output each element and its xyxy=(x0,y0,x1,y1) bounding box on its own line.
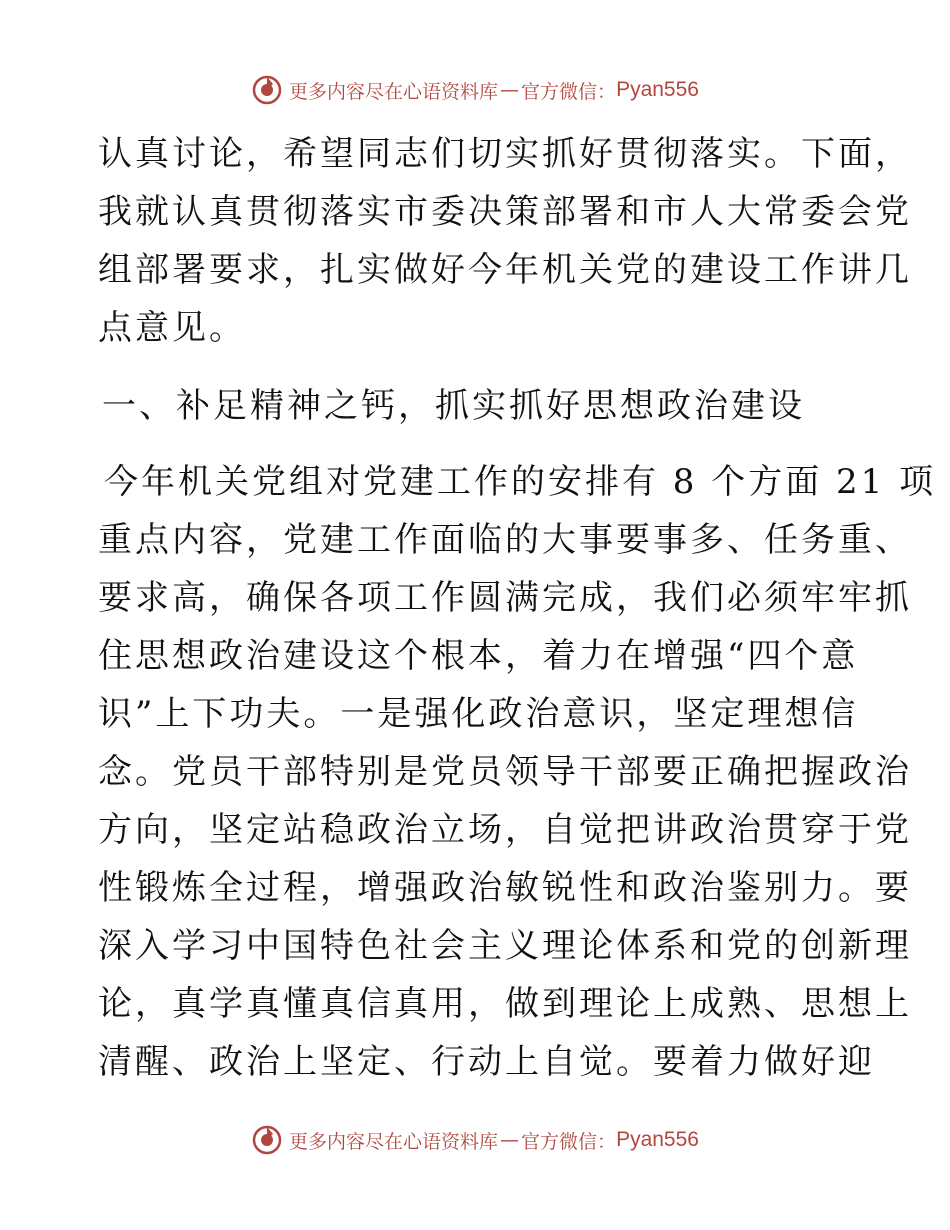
text-line: 性锻炼全过程，增强政治敏锐性和政治鉴别力。要 xyxy=(98,868,912,908)
text-line: 重点内容，党建工作面临的大事要事多、任务重、 xyxy=(98,520,912,560)
text-line: 识”上下功夫。一是强化政治意识，坚定理想信 xyxy=(98,694,859,734)
watermark-text: 更多内容尽在心语资料库 xyxy=(289,80,499,103)
watermark-handle: Pyan556 xyxy=(616,1128,699,1151)
brand-logo-icon xyxy=(251,1124,283,1156)
text-line: 要求高，确保各项工作圆满完成，我们必须牢牢抓 xyxy=(98,578,912,618)
watermark-wechat-label: 官方微信： xyxy=(521,1130,617,1153)
section-heading: 一、补足精神之钙，抓实抓好思想政治建设 xyxy=(102,386,805,426)
watermark-wechat-label: 官方微信： xyxy=(521,80,617,103)
watermark-top xyxy=(0,74,950,106)
text-line: 组部署要求，扎实做好今年机关党的建设工作讲几 xyxy=(98,250,912,290)
watermark-handle: Pyan556 xyxy=(616,78,699,101)
watermark-dash: — xyxy=(500,1129,520,1151)
text-line: 今年机关党组对党建工作的安排有 8 个方面 21 项 xyxy=(104,462,937,502)
watermark-text: 更多内容尽在心语资料库 xyxy=(289,1130,499,1153)
text-line: 清醒、政治上坚定、行动上自觉。要着力做好迎 xyxy=(98,1042,875,1082)
text-line: 认真讨论，希望同志们切实抓好贯彻落实。下面， xyxy=(98,134,912,174)
text-line: 我就认真贯彻落实市委决策部署和市人大常委会党 xyxy=(98,192,912,232)
paragraph-1 xyxy=(98,125,912,357)
text-line: 住思想政治建设这个根本，着力在增强“四个意 xyxy=(98,636,859,676)
paragraph-2 xyxy=(98,453,937,1091)
text-line: 点意见。 xyxy=(98,308,246,348)
text-line: 深入学习中国特色社会主义理论体系和党的创新理 xyxy=(98,926,912,966)
watermark-dash: — xyxy=(500,79,520,101)
watermark-bottom xyxy=(0,1124,950,1156)
document-body xyxy=(98,125,937,1091)
text-line: 念。党员干部特别是党员领导干部要正确把握政治 xyxy=(98,752,912,792)
text-line: 方向，坚定站稳政治立场，自觉把讲政治贯穿于党 xyxy=(98,810,912,850)
text-line: 论，真学真懂真信真用，做到理论上成熟、思想上 xyxy=(98,984,912,1024)
brand-logo-icon xyxy=(251,74,283,106)
